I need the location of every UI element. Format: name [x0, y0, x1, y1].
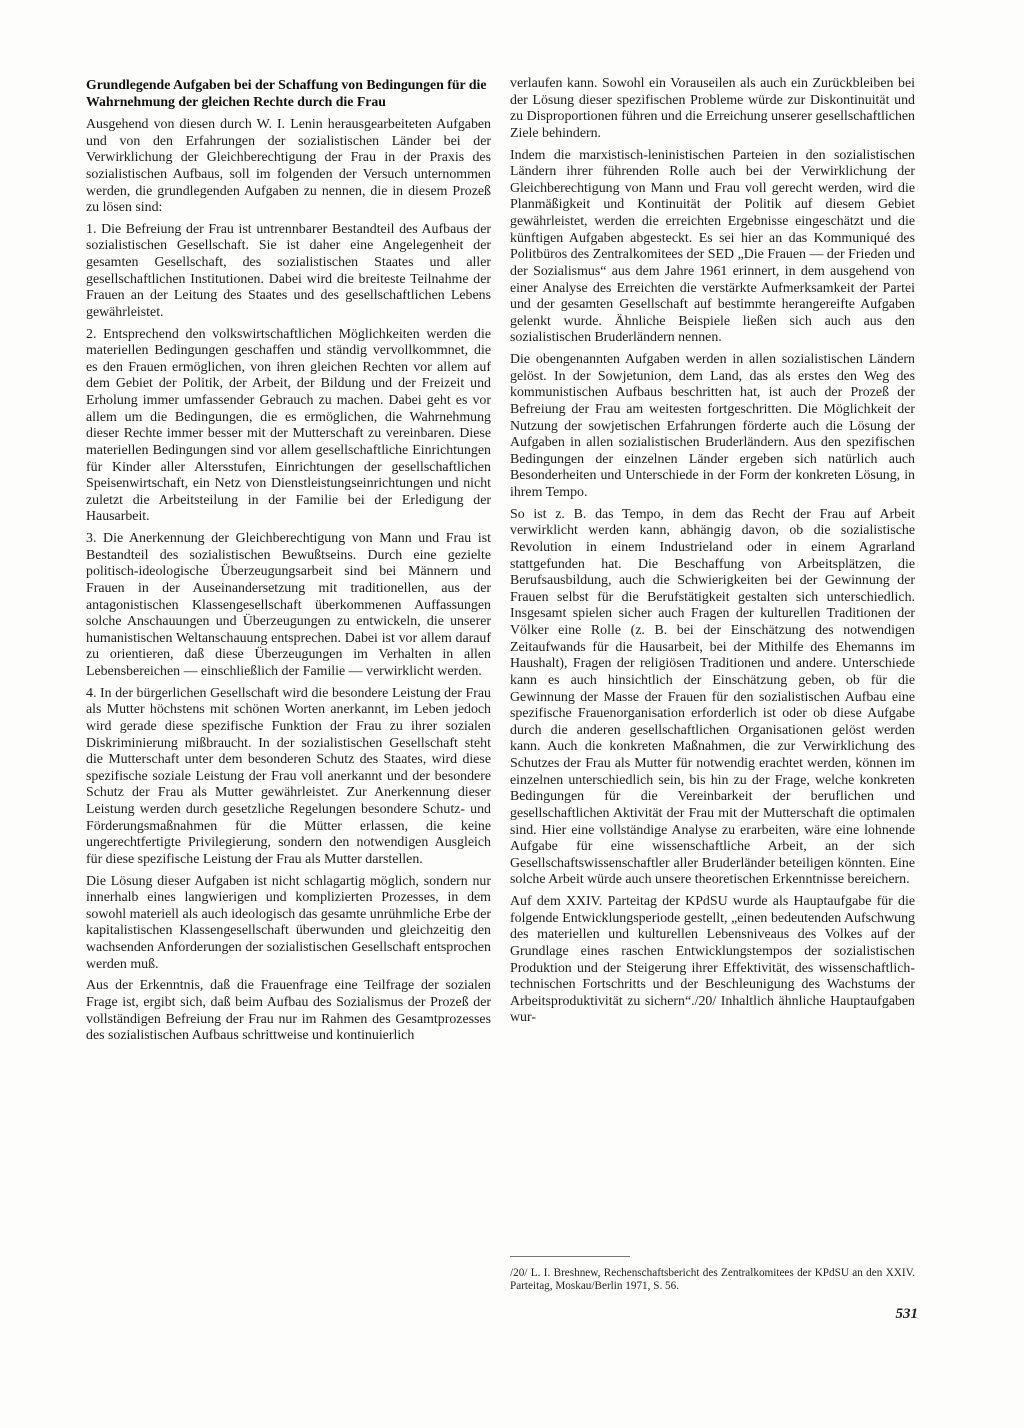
- left-column: [86, 76, 491, 1050]
- paragraph-solution: Die Lösung dieser Aufgaben ist nicht schlagartig möglich, sondern nur innerhalb eines langwierigen und komplizierten Prozesses, in dem sowohl materiell als auch ideologisch das gesamte unrühmliche Erbe der kapitalistischen Klassengesellschaft überwunden und gleichzeitig den wachsenden Anforderungen der sozialistischen Gesellschaft entsprochen werden muß.: [86, 873, 491, 972]
- paragraph-continuation: verlaufen kann. Sowohl ein Vorauseilen als auch ein Zurückbleiben bei der Lösung dieser spezifischen Probleme würde zur Diskontinuität und zu Disproportionen führen und die Erreichung unserer gesellschaftlichen Ziele behindern.: [510, 76, 915, 141]
- right-column: [510, 76, 915, 1032]
- footnote: /20/ L. I. Breshnew, Rechenschaftsbericht des Zentralkomitees der KPdSU an den XXIV. Parteitag, Moskau/Berlin 1971, S. 56.: [510, 1267, 915, 1292]
- section-heading: Grundlegende Aufgaben bei der Schaffung von Bedingungen für die Wahrnehmung der gleichen Rechte durch die Frau: [86, 77, 487, 109]
- page-number: 531: [895, 1306, 918, 1322]
- paragraph-insight: Aus der Erkenntnis, daß die Frauenfrage eine Teilfrage der sozialen Frage ist, ergibt sich, daß beim Aufbau des Sozialismus der Prozeß der vollständigen Befreiung der Frau nur im Rahmen des Gesamtprozesses des sozialistischen Aufbaus schrittweise und kontinuierlich: [86, 978, 491, 1044]
- footnote-divider: [510, 1256, 630, 1257]
- paragraph-point-1: 1. Die Befreiung der Frau ist untrennbarer Bestandteil des Aufbaus der sozialistischen Gesellschaft. Sie ist daher eine Angelegenheit der gesamten Gesellschaft, des sozialistischen Staates und aller gesellschaftlichen Institutionen. Dabei wird die breiteste Teilnahme der Frauen an der Leitung des Staates und des gesellschaftlichen Lebens gewährleistet.: [86, 221, 491, 320]
- paragraph-tempo: So ist z. B. das Tempo, in dem das Recht der Frau auf Arbeit verwirklicht werden kann, abhängig davon, ob die sozialistische Revolution in einem Industrieland oder in einem Agrarland stattgefunden hat. Die Beschaffung von Arbeitsplätzen, die Berufsausbildung, auch die Schwierigkeiten bei der Gewinnung der Frauen selbst für die Berufstätigkeit gestalten sich unterschiedlich. Insgesamt spielen sicher auch Fragen der kulturellen Traditionen der Völker eine Rolle (z. B. bei der Einschätzung des notwendigen Zeitaufwands für die Hausarbeit, bei der Mithilfe des Ehemanns im Haushalt), Fragen der religiösen Traditionen und andere. Unterschiede kann es auch hinsichtlich der Einschätzung geben, ob für die Gewinnung der Masse der Frauen für den sozialistischen Aufbau eine spezifische Frauenorganisation erforderlich ist oder ob diese Aufgabe durch die anderen gesellschaftlichen Organisationen gelöst werden kann. Auch die konkreten Maßnahmen, die zur Verwirklichung des Schutzes der Frau als Mutter für notwendig erachtet werden, können im einzelnen unterschiedlich sein, bis hin zu der Frage, welche konkreten Bedingungen für die Vereinbarkeit der beruflichen und gesellschaftlichen Aktivität der Frau mit der Mutterschaft die optimalen sind. Hier eine vollständige Analyse zu erarbeiten, wäre eine lohnende Aufgabe für eine wissenschaftliche Arbeit, an der sich Gesellschaftswissenschaftler aller Bruderländer beteiligen könnten. Eine solche Arbeit würde auch unsere theoretischen Erkenntnisse bereichern.: [510, 506, 915, 888]
- paragraph-countries: Die obengenannten Aufgaben werden in allen sozialistischen Ländern gelöst. In der Sowjetunion, dem Land, das als erstes den Weg des kommunistischen Aufbaus beschritten hat, ist auch der Prozeß der Befreiung der Frau am weitesten fortgeschritten. Die Möglichkeit der Nutzung der sowjetischen Erfahrungen förderte auch die Lösung der Aufgaben in allen sozialistischen Bruderländern. Aus den spezifischen Bedingungen der einzelnen Länder ergeben sich natürlich auch Besonderheiten und Unterschiede in der Form der konkreten Lösung, in ihrem Tempo.: [510, 352, 915, 500]
- paragraph-parties: Indem die marxistisch-leninistischen Parteien in den sozialistischen Ländern ihrer führenden Rolle auch bei der Verwirklichung der Gleichberechtigung von Mann und Frau voll gerecht werden, wird die Planmäßigkeit und Kontinuität der Politik auf diesem Gebiet gewährleistet, werden die erreichten Ergebnisse eingeschätzt und die künftigen Aufgaben abgesteckt. Es sei hier an das Kommuniqué des Politbüros des Zentralkomitees der SED „Die Frauen — der Frieden und der Sozialismus“ aus dem Jahre 1961 erinnert, in dem ausgehend von einer Analyse des Erreichten die verstärkte Aufmerksamkeit der Partei und der gesamten Gesellschaft auf bestimmte herangereifte Aufgaben gelenkt wurde. Ähnliche Beispiele ließen sich auch aus den sozialistischen Bruderländern nennen.: [510, 147, 915, 346]
- paragraph-point-2: 2. Entsprechend den volkswirtschaftlichen Möglichkeiten werden die materiellen Bedingungen geschaffen und ständig vervollkommnet, die es den Frauen ermöglichen, von ihren gleichen Rechten vor allem auf dem Gebiet der Politik, der Arbeit, der Bildung und der Freizeit und Erholung immer umfassender Gebrauch zu machen. Dabei geht es vor allem um die Bedingungen, die es ermöglichen, die Wahrnehmung dieser Rechte immer besser mit der Mutterschaft zu vereinbaren. Diese materiellen Bedingungen sind vor allem gesellschaftliche Einrichtungen für Kinder aller Altersstufen, Einrichtungen der gesellschaftlichen Speisenwirtschaft, ein Netz von Dienstleistungseinrichtungen und nicht zuletzt die Arbeitsteilung in der Familie bei der Erledigung der Hausarbeit.: [86, 326, 491, 525]
- paragraph-point-4: 4. In der bürgerlichen Gesellschaft wird die besondere Leistung der Frau als Mutter höchstens mit schönen Worten anerkannt, im Leben jedoch wird gerade diese spezifische Funktion der Frau zu ihrer sozialen Diskriminierung mißbraucht. In der sozialistischen Gesellschaft steht die Mutterschaft unter dem besonderen Schutz des Staates, wird diese spezifische soziale Leistung der Frau voll anerkannt und der besondere Schutz der Frau als Mutter gewährleistet. Zur Anerkennung dieser Leistung werden durch gesetzliche Regelungen besondere Schutz- und Förderungsmaßnahmen für die Mütter erlassen, die keine ungerechtfertigte Privilegierung, sondern den notwendigen Ausgleich für diese spezifische Leistung der Frau als Mutter darstellen.: [86, 685, 491, 867]
- paragraph-party-congress: Auf dem XXIV. Parteitag der KPdSU wurde als Hauptaufgabe für die folgende Entwicklungsperiode gestellt, „einen bedeutenden Aufschwung des materiellen und kulturellen Lebensniveaus des Volkes auf der Grundlage eines raschen Entwicklungstempos der sozialistischen Produktion und der Steigerung ihrer Effektivität, des wissenschaftlich-technischen Fortschritts und der Beschleunigung des Wachstums der Arbeitsproduktivität zu sichern“./20/ Inhaltlich ähnliche Hauptaufgaben wur-: [510, 894, 915, 1026]
- paragraph-intro: Ausgehend von diesen durch W. I. Lenin herausgearbeiteten Aufgaben und von den Erfahrungen der sozialistischen Länder bei der Verwirklichung der Gleichberechtigung der Frau in der Praxis des sozialistischen Aufbaus, soll im folgenden der Versuch unternommen werden, die grundlegenden Aufgaben zu nennen, die in diesem Prozeß zu lösen sind:: [86, 117, 491, 216]
- paragraph-point-3: 3. Die Anerkennung der Gleichberechtigung von Mann und Frau ist Bestandteil des sozialistischen Bewußtseins. Durch eine gezielte politisch-ideologische Überzeugungsarbeit sind bei Männern und Frauen in der Auseinandersetzung mit traditionellen, aus der antagonistischen Klassengesellschaft überkommenen Auffassungen solche Anschauungen und Überzeugungen zu entwickeln, die unserer humanistischen Weltanschauung entsprechen. Dabei ist vor allem darauf zu orientieren, daß diese Überzeugungen im Verhalten in allen Lebensbereichen — einschließlich der Familie — verwirklicht werden.: [86, 531, 491, 679]
